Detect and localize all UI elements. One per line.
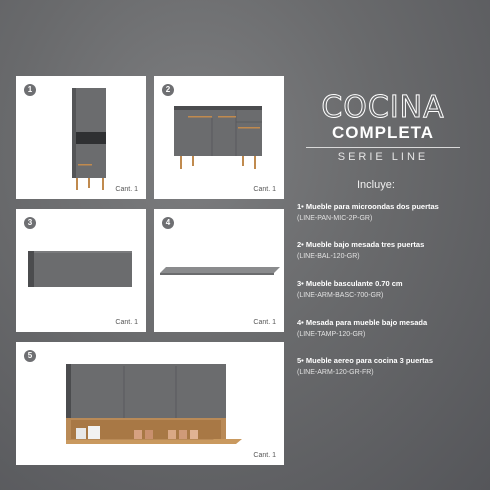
card-number-badge: 4 [162, 217, 174, 229]
quantity-label: Cant. 1 [253, 452, 276, 459]
quantity-label: Cant. 1 [115, 319, 138, 326]
title-block [298, 90, 468, 163]
item-name: 5• Mueble aereo para cocina 3 puertas [297, 356, 434, 365]
item-name: 3• Mueble basculante 0.70 cm [297, 279, 403, 288]
title-line-1: COCINA [321, 90, 445, 125]
product-card-4 [154, 209, 284, 332]
list-item [297, 240, 424, 260]
list-item [297, 202, 439, 222]
card-number-badge: 5 [24, 350, 36, 362]
card-number-badge: 1 [24, 84, 36, 96]
title-line-3: SERIE LINE [337, 151, 429, 163]
wall-cabinet-illustration [64, 362, 244, 446]
item-name: 2• Mueble bajo mesada tres puertas [297, 240, 425, 249]
list-item [297, 356, 433, 376]
quantity-label: Cant. 1 [253, 186, 276, 193]
title-line-2: COMPLETA [331, 123, 435, 142]
quantity-label: Cant. 1 [115, 186, 138, 193]
item-name: 4• Mesada para mueble bajo mesada [297, 318, 428, 327]
includes-label: Incluye: [357, 179, 395, 191]
product-card-3 [16, 209, 146, 332]
item-code: (LINE-TAMP-120-GR) [297, 331, 366, 338]
item-code: (LINE-BAL-120-GR) [297, 253, 360, 260]
item-code: (LINE-ARM-120-GR-FR) [297, 369, 374, 376]
list-item [297, 318, 427, 338]
quantity-label: Cant. 1 [253, 319, 276, 326]
product-card-2 [154, 76, 284, 199]
list-item [297, 279, 403, 299]
microwave-cabinet-illustration [66, 86, 116, 191]
product-card-5 [16, 342, 284, 465]
item-code: (LINE-ARM-BASC-700-GR) [297, 292, 384, 299]
card-number-badge: 2 [162, 84, 174, 96]
title-divider [306, 147, 460, 148]
base-cabinet-illustration [170, 100, 270, 170]
card-number-badge: 3 [24, 217, 36, 229]
tilt-cabinet-illustration [26, 247, 136, 291]
item-code: (LINE-PAN-MIC-2P-GR) [297, 215, 373, 222]
item-name: 1• Mueble para microondas dos puertas [297, 202, 439, 211]
product-card-1 [16, 76, 146, 199]
countertop-illustration [158, 263, 282, 279]
